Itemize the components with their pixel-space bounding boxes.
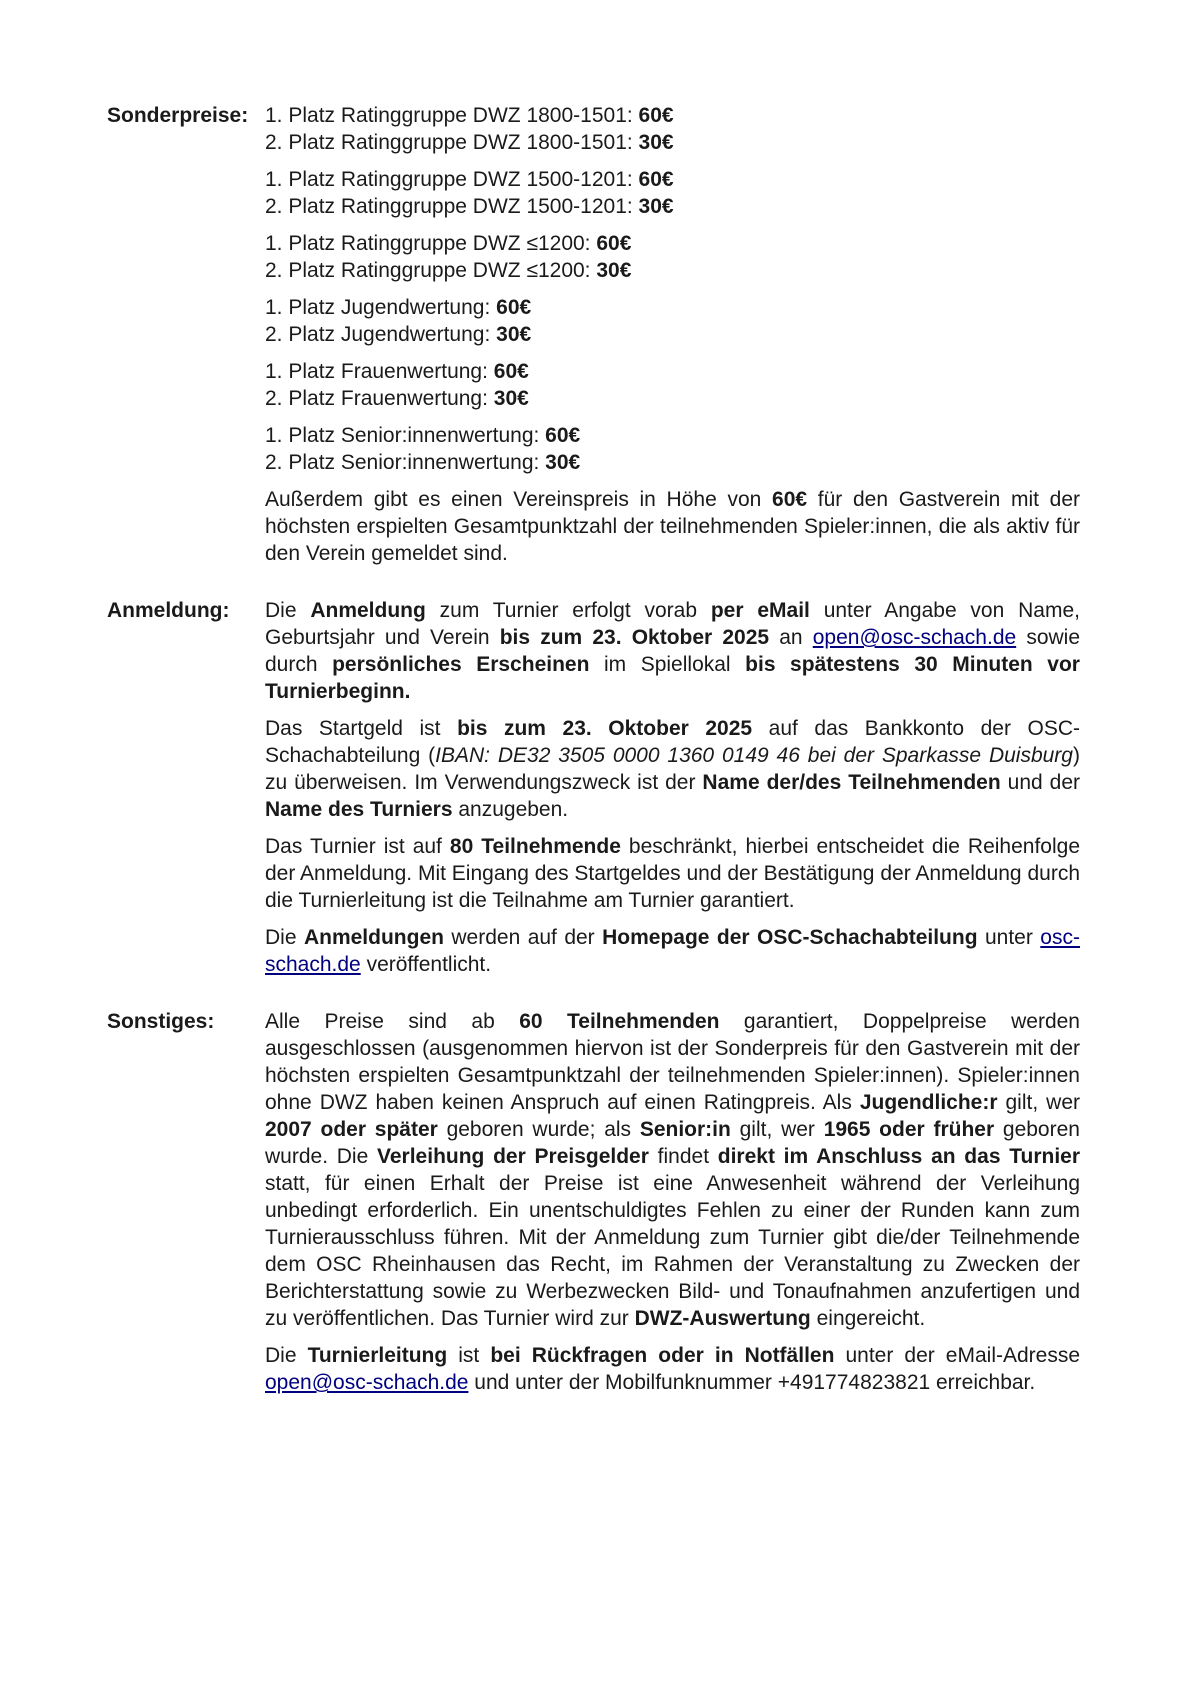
text-run: ) zu überweisen. Im Verwendungszweck ist der	[265, 744, 1080, 794]
text-run: 2. Platz Frauenwertung:	[265, 387, 494, 410]
text-run: bei Rückfragen oder in Notfällen	[490, 1344, 835, 1367]
text-run: geboren wurde. Die	[265, 1118, 1080, 1168]
text-run: 60 Teilnehmenden	[519, 1010, 720, 1033]
section-sonderpreise	[107, 102, 1080, 577]
text-run: Homepage der OSC-Schachabteilung	[602, 926, 978, 949]
text-run: 2. Platz Senior:innenwertung:	[265, 451, 546, 474]
section-sonstiges	[107, 1008, 1080, 1406]
text-run: persönliches Erscheinen	[332, 653, 590, 676]
text-run: 30€	[638, 131, 674, 154]
text-run: Verleihung der Preisgelder	[377, 1145, 649, 1168]
text-run: gilt, wer	[730, 1118, 824, 1141]
text-run: veröffentlicht.	[360, 953, 492, 976]
text-run: 1. Platz Ratinggruppe DWZ ≤1200:	[265, 232, 597, 255]
text-run: 60€	[545, 424, 581, 447]
text-run: direkt im Anschluss an das Turnier	[717, 1145, 1081, 1168]
text-run: Das Turnier ist auf	[265, 835, 450, 858]
text-run: 30€	[596, 259, 632, 282]
text-run: 60€	[596, 232, 632, 255]
text-run: Jugendliche:r	[859, 1091, 998, 1114]
text-run: garantiert, Doppelpreise werden ausgeschlossen (ausgenommen hiervon ist der Sonderpreis für den Gastverein mit der höchsten erspielten Gesamtpunktzahl der teilnehmenden Spieler:innen). Spieler:innen ohne DWZ haben keinen Anspruch auf einen Ratingpreis. Als	[265, 1010, 1080, 1114]
text-run: zum Turnier erfolgt vorab	[425, 599, 711, 622]
text-run: 1. Platz Ratinggruppe DWZ 1800-1501:	[265, 104, 639, 127]
text-run: an	[769, 626, 813, 649]
text-run: 60€	[493, 360, 529, 383]
prize-pair-ratinggruppe-1200	[265, 230, 1080, 284]
text-run: IBAN: DE32 3505 0000 1360 0149 46 bei der Sparkasse Duisburg	[435, 744, 1073, 767]
prize-pair-seniorinnenwertung	[265, 422, 1080, 476]
text-run: anzugeben.	[452, 798, 569, 821]
text-run: 60€	[496, 296, 532, 319]
text-run: DWZ-Auswertung	[634, 1307, 811, 1330]
text-run: Die	[265, 1344, 308, 1367]
text-run: Alle Preise sind ab	[265, 1010, 520, 1033]
text-run: unter Angabe von Name, Geburtsjahr und Verein	[265, 599, 1080, 649]
text-run: 1. Platz Jugendwertung:	[265, 296, 497, 319]
text-run: Die	[265, 599, 311, 622]
paragraph-turnierleitung-kontakt	[265, 1342, 1080, 1396]
text-run: eingereicht.	[810, 1307, 926, 1330]
prize-pair-jugendwertung	[265, 294, 1080, 348]
text-run: und unter der Mobilfunknummer +491774823821 erreichbar.	[468, 1371, 1036, 1394]
text-run: 80 Teilnehmende	[449, 835, 621, 858]
text-run: werden auf der	[443, 926, 603, 949]
text-run: im Spiellokal	[589, 653, 746, 676]
text-run: 2. Platz Ratinggruppe DWZ 1500-1201:	[265, 195, 639, 218]
text-run: 30€	[496, 323, 532, 346]
text-run: 30€	[638, 195, 674, 218]
text-run: auf das Bankkonto der OSC-Schachabteilung (	[265, 717, 1081, 767]
text-run: geboren wurde; als	[437, 1118, 640, 1141]
text-run: bis spätestens 30 Minuten vor Turnierbeginn.	[265, 653, 1080, 703]
website-link[interactable]: osc-schach.de	[265, 926, 1080, 976]
text-run: per eMail	[710, 599, 810, 622]
text-run: sowie durch	[265, 626, 1081, 676]
text-run: 1. Platz Ratinggruppe DWZ 1500-1201:	[265, 168, 639, 191]
text-run: bis zum 23. Oktober 2025	[457, 717, 753, 740]
section-label-sonstiges: Sonstiges:	[107, 1010, 215, 1033]
paragraph-sonstiges-regeln	[265, 1008, 1080, 1332]
text-run: Turnierleitung	[307, 1344, 448, 1367]
text-run: bis zum 23. Oktober 2025	[499, 626, 770, 649]
text-run: Außerdem gibt es einen Vereinspreis in Höhe von	[265, 488, 773, 511]
section-anmeldung	[107, 597, 1080, 988]
text-run: beschränkt, hierbei entscheidet die Reihenfolge der Anmeldung. Mit Eingang des Startgeldes und der Bestätigung der Anmeldung durch die Turnierleitung ist die Teilnahme am Turnier garantiert.	[265, 835, 1080, 912]
text-run: 1965 oder früher	[823, 1118, 995, 1141]
text-run: 2007 oder später	[265, 1118, 438, 1141]
section-content-sonderpreise	[265, 102, 1080, 577]
text-run: 30€	[493, 387, 529, 410]
section-label-sonderpreise: Sonderpreise:	[107, 104, 249, 127]
text-run: Anmeldung	[310, 599, 426, 622]
text-run: 2. Platz Jugendwertung:	[265, 323, 497, 346]
text-run: 2. Platz Ratinggruppe DWZ ≤1200:	[265, 259, 597, 282]
text-run: Das Startgeld ist	[265, 717, 458, 740]
paragraph-vereinspreis	[265, 486, 1080, 567]
document-body	[107, 102, 1080, 1406]
text-run: ist	[447, 1344, 491, 1367]
text-run: Senior:in	[639, 1118, 731, 1141]
paragraph-teilnehmerlimit	[265, 833, 1080, 914]
text-run: 60€	[638, 168, 674, 191]
text-run: 1. Platz Frauenwertung:	[265, 360, 494, 383]
text-run: gilt, wer	[997, 1091, 1080, 1114]
text-run: unter der eMail-Adresse	[834, 1344, 1081, 1367]
text-run: 30€	[545, 451, 581, 474]
text-run: Name des Turniers	[265, 798, 453, 821]
text-run: Anmeldungen	[303, 926, 444, 949]
section-content-anmeldung	[265, 597, 1080, 988]
text-run: Die	[265, 926, 304, 949]
prize-pair-ratinggruppe-1500-1201	[265, 166, 1080, 220]
prize-pair-frauenwertung	[265, 358, 1080, 412]
text-run: für den Gastverein mit der höchsten erspielten Gesamtpunktzahl der teilnehmenden Spieler:innen, die als aktiv für den Verein gemeldet sind.	[265, 488, 1080, 565]
email-link[interactable]: open@osc-schach.de	[812, 626, 1017, 649]
prize-pair-ratinggruppe-1800-1501	[265, 102, 1080, 156]
text-run: 2. Platz Ratinggruppe DWZ 1800-1501:	[265, 131, 639, 154]
paragraph-startgeld	[265, 715, 1080, 823]
paragraph-anmeldung-email	[265, 597, 1080, 705]
text-run: unter	[977, 926, 1041, 949]
email-link[interactable]: open@osc-schach.de	[265, 1371, 469, 1394]
text-run: statt, für einen Erhalt der Preise ist eine Anwesenheit während der Verleihung unbedingt erforderlich. Ein unentschuldigtes Fehlen zu einer der Runden kann zum Turnierausschluss führen. Mit der Anmeldung zum Turnier gibt die/der Teilnehmende dem OSC Rheinhausen das Recht, im Rahmen der Veranstaltung zu Zwecken der Berichterstattung sowie zu Werbezwecken Bild- und Tonaufnahmen anzufertigen und zu veröffentlichen. Das Turnier wird zur	[265, 1172, 1080, 1330]
text-run: und der	[1000, 771, 1080, 794]
text-run: findet	[648, 1145, 718, 1168]
text-run: Name der/des Teilnehmenden	[702, 771, 1001, 794]
section-content-sonstiges	[265, 1008, 1080, 1406]
text-run: 60€	[772, 488, 808, 511]
section-label-anmeldung: Anmeldung:	[107, 599, 230, 622]
paragraph-anmeldungen-homepage	[265, 924, 1080, 978]
text-run: 1. Platz Senior:innenwertung:	[265, 424, 546, 447]
text-run: 60€	[638, 104, 674, 127]
